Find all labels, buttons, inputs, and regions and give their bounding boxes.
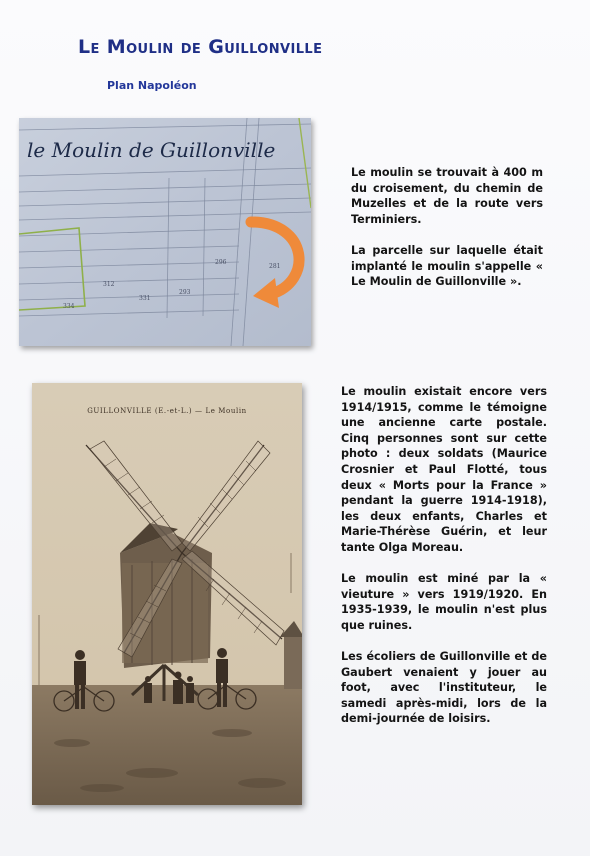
paragraph-location: Le moulin se trouvait à 400 m du croisement, du chemin de Muzelles et de la route vers Terminiers. <box>351 166 543 226</box>
svg-text:296: 296 <box>215 259 227 266</box>
paragraph-schoolchildren: Les écoliers de Guillonville et de Gaubert venaient y jouer au foot, avec l'instituteur, le samedi après-midi, lors de la demi-journée de loisirs. <box>341 650 547 726</box>
text-block-bottom <box>341 384 547 743</box>
paragraph-ruins: Le moulin est miné par la « vieuture » vers 1919/1920. En 1935-1939, le moulin n'est plus que ruines. <box>341 572 547 632</box>
paragraph-postcard: Le moulin existait encore vers 1914/1915, comme le témoigne une ancienne carte postale. Cinq personnes sont sur cette photo : deux soldats (Maurice Crosnier et Paul Flotté, tous deux « Morts pour la France » pendant la guerre 1914-1918), les deux enfants, Charles et Marie-Thérèse Guérin, et leur tante Olga Moreau. <box>341 385 547 554</box>
postcard-photo <box>32 383 302 805</box>
page-title: Le Moulin de Guillonville <box>78 36 323 58</box>
svg-text:331: 331 <box>139 295 151 302</box>
windmill-photo-drawing <box>32 383 302 805</box>
svg-text:334: 334 <box>63 303 75 310</box>
svg-text:293: 293 <box>179 289 191 296</box>
cadastral-map-image <box>19 118 311 346</box>
page-subtitle: Plan Napoléon <box>107 79 197 92</box>
map-handwritten-label: le Moulin de Guillonville <box>27 138 276 162</box>
svg-text:312: 312 <box>103 281 115 288</box>
paragraph-parcel: La parcelle sur laquelle était implanté le moulin s'appelle « Le Moulin de Guillonville ». <box>351 243 543 289</box>
postcard-caption: GUILLONVILLE (E.-et-L.) — Le Moulin <box>87 407 247 415</box>
svg-text:281: 281 <box>269 263 281 270</box>
text-block-top <box>351 165 543 305</box>
